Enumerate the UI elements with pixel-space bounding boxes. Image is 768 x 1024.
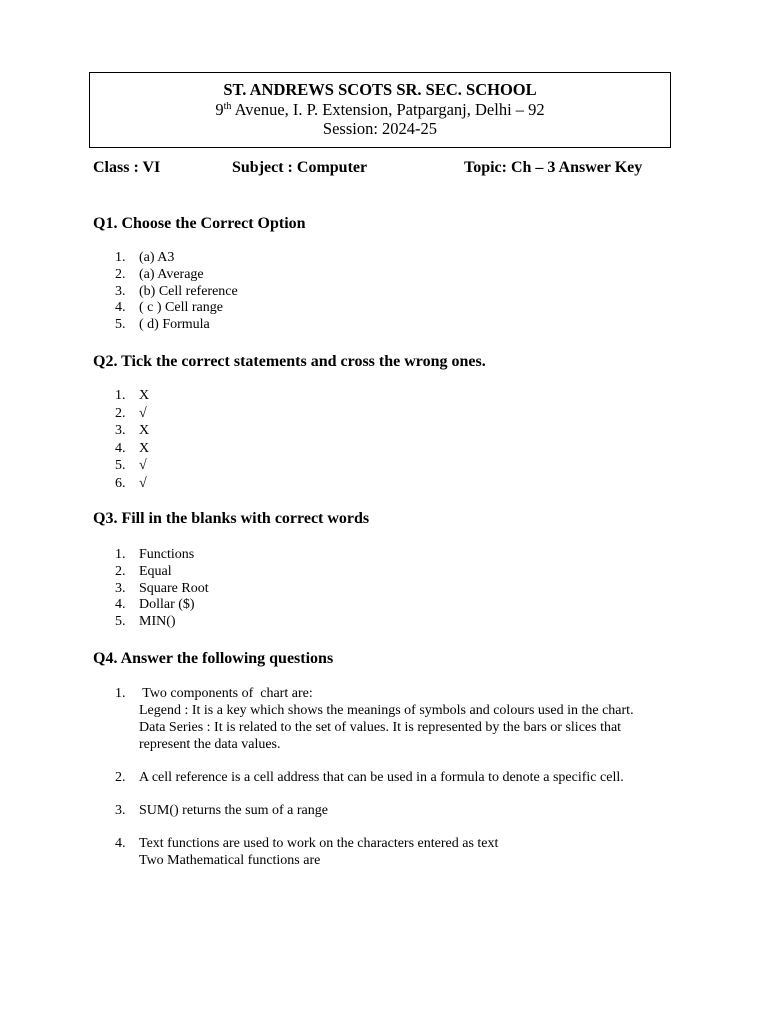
- item-number: 5.: [115, 317, 126, 333]
- item-text: √: [139, 405, 147, 421]
- list-item: [112, 802, 672, 819]
- info-row: [93, 159, 673, 181]
- item-number: 3.: [115, 423, 126, 438]
- address-text: Avenue, I. P. Extension, Patparganj, Delhi – 92: [231, 100, 545, 119]
- school-address: [90, 100, 670, 119]
- item-number: 1.: [115, 686, 126, 701]
- address-number: 9: [215, 100, 224, 119]
- item-text: Equal: [139, 563, 172, 579]
- item-number: 1.: [115, 388, 126, 403]
- answer-text-continued: Two Mathematical functions are: [139, 853, 321, 868]
- answer-data-series: Data Series : It is related to the set of values. It is represented by the bars or slices that represent the data values.: [139, 720, 622, 752]
- topic-label: Topic: Ch – 3 Answer Key: [464, 159, 643, 176]
- item-number: 5.: [115, 614, 126, 630]
- q4-answer-list: [112, 685, 672, 885]
- item-text: Square Root: [139, 580, 209, 596]
- subject-label: Subject : Computer: [232, 159, 368, 176]
- item-text: Dollar ($): [139, 597, 195, 613]
- answer-text: Text functions are used to work on the characters entered as text: [139, 836, 499, 851]
- item-number: 4.: [115, 300, 126, 316]
- item-number: 3.: [115, 283, 126, 299]
- item-number: 2.: [115, 405, 126, 421]
- answer-legend: Legend : It is a key which shows the meanings of symbols and colours used in the chart.: [139, 703, 634, 718]
- item-text: (b) Cell reference: [139, 283, 238, 299]
- item-text: ( c ) Cell range: [139, 300, 223, 316]
- list-item: [112, 835, 672, 869]
- school-name: ST. ANDREWS SCOTS SR. SEC. SCHOOL: [223, 80, 537, 99]
- item-number: 5.: [115, 458, 126, 473]
- item-number: 1.: [115, 250, 126, 265]
- item-number: 4.: [115, 597, 126, 613]
- item-text: √: [139, 475, 147, 491]
- item-text: X: [139, 440, 150, 456]
- address-superscript: th: [223, 101, 232, 112]
- session: Session: 2024-25: [322, 119, 438, 138]
- item-number: 4.: [115, 836, 126, 851]
- item-text: X: [139, 388, 150, 403]
- answer-text: A cell reference is a cell address that can be used in a formula to denote a specific cell.: [139, 770, 624, 785]
- answer-intro: Two components of chart are:: [139, 686, 313, 701]
- item-number: 1.: [115, 547, 126, 562]
- item-number: 3.: [115, 803, 126, 818]
- list-item: [112, 769, 672, 786]
- item-text: (a) Average: [139, 266, 204, 282]
- list-item: [112, 685, 672, 753]
- q2-heading: Q2. Tick the correct statements and cross the wrong ones.: [93, 353, 486, 370]
- item-number: 2.: [115, 770, 126, 785]
- item-text: Functions: [139, 547, 195, 562]
- item-text: ( d) Formula: [139, 317, 210, 333]
- item-number: 2.: [115, 563, 126, 579]
- item-text: MIN(): [139, 614, 176, 630]
- q3-heading: Q3. Fill in the blanks with correct words: [93, 510, 370, 527]
- item-number: 6.: [115, 475, 126, 491]
- item-number: 3.: [115, 580, 126, 596]
- item-text: (a) A3: [139, 250, 175, 265]
- school-header-box: [89, 72, 671, 148]
- class-label: Class : VI: [93, 159, 161, 176]
- item-number: 2.: [115, 266, 126, 282]
- item-text: √: [139, 458, 147, 473]
- item-number: 4.: [115, 440, 126, 456]
- item-text: X: [139, 423, 150, 438]
- q1-heading: Q1. Choose the Correct Option: [93, 215, 306, 232]
- q4-heading: Q4. Answer the following questions: [93, 650, 334, 667]
- answer-text: SUM() returns the sum of a range: [139, 803, 328, 818]
